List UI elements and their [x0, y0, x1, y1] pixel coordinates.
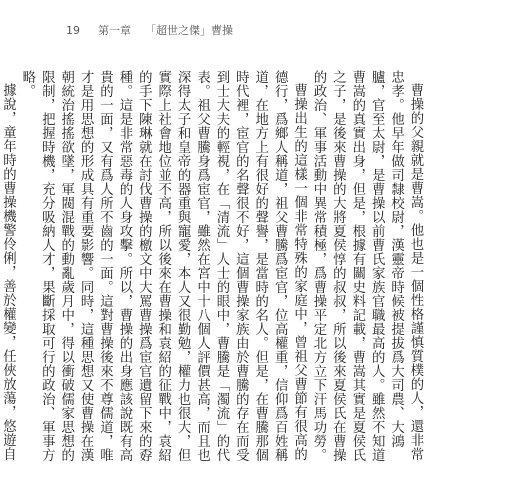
paragraph-2: 曹操出生的這樣一個非常特殊的家庭中，曾祖父曹節有很高的德行，爲鄉人稱道，祖父曹騰爲宦官，位高權重，信仰爲百姓稱道，在地方上有很好的聲譽，是當時的名人。但是，在曹騰那個時代裡，宦官的名聲很不好，這個曹操家族由於曹騰的存在而受到士大夫的輕視，在「清流」人士的眼中，曹騰是「濁流」的代表。祖父曹騰身爲宦官，雖然在宮中十八個人評價甚高，而且也深得太子和皇帝的器重與寵愛，本人又很勤勉，權力也很大，但實際上社會地位並不高，所以後來在曹操和袁紹的征戰中，袁紹的手下陳琳就在討伐曹操的檄文中大罵曹操爲宦官遺留下來的孬種。這是非常惡毒的人身攻擊。所以，曹操的出身應該說既有高貴的一面，又有爲人所不齒的一面。這對曹操後來不尊儒道，唯才是用思想的形成具有重要影響。同時，這種思想又使曹操在漢朝統治搖搖欲墜，軍閥混戰的動亂歲月中，得以衝破儒家思想的限制，把握時機，充分吸納人才，果斷採取可行的政治、軍事方略。: [19, 70, 307, 462]
paragraph-1: 曹操的父親就是曹嵩。他也是一個性格謹慎質樸的人，還非常忠孝。他早年做司隸校尉，漢靈帝時候被提拔爲大司農、大鴻臚，官至太尉，是曹操以前曹氏家族官職最高的人。雖然不知道曹嵩的真實出身，但是，根據有關史料記載，曹嵩其實是夏侯氏之子，是後來曹操的大將夏侯惇的叔叔，所以後來夏侯氏在曹操的政治、軍事活動中異常積極，爲曹操平定北方立下汗馬功勞。: [310, 70, 423, 462]
paragraph-3: 據說，童年時的曹操機警伶俐，善於權變，任俠放蕩，悠遊自: [0, 83, 16, 462]
chapter-title: 「超世之傑」曹操: [145, 24, 233, 37]
page-number: 19: [66, 24, 80, 37]
chapter-label: 第一章: [98, 24, 131, 37]
page-header: [66, 22, 233, 38]
vertical-body-text: [0, 70, 425, 462]
